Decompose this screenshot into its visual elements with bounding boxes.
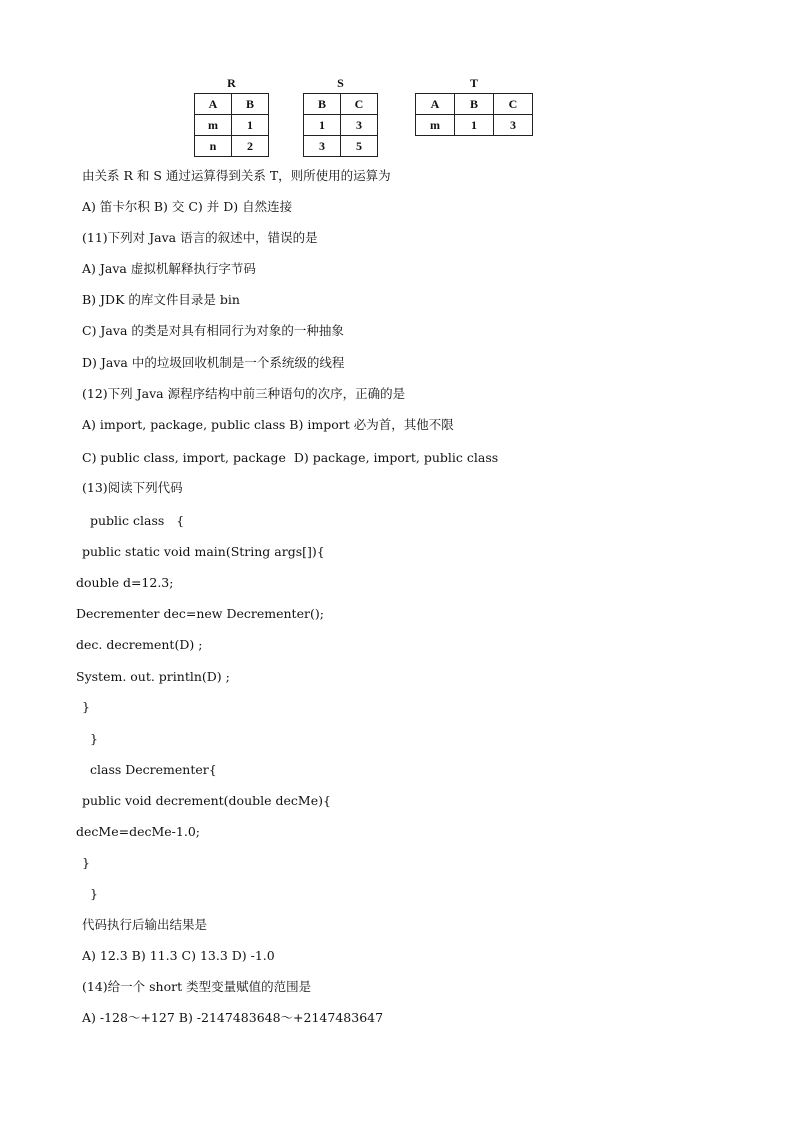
relation-t bbox=[415, 76, 533, 136]
relation-r bbox=[194, 76, 269, 157]
answer-options: A) import, package, public class B) import 必为首，其他不限 bbox=[82, 417, 454, 432]
code-line: Decrementer dec=new Decrementer(); bbox=[76, 606, 324, 621]
answer-options: A) 12.3 B) 11.3 C) 13.3 D) -1.0 bbox=[82, 948, 275, 963]
relation-title: T bbox=[469, 76, 478, 90]
table-row bbox=[195, 115, 269, 136]
answer-options: A) 笛卡尔积 B) 交 C) 并 D) 自然连接 bbox=[82, 199, 293, 214]
relation-table bbox=[415, 93, 533, 136]
table-header-cell: B bbox=[304, 94, 341, 115]
question-14: (14)给一个 short 类型变量赋值的范围是 bbox=[82, 979, 312, 994]
relation-s bbox=[303, 76, 378, 157]
table-header-cell: B bbox=[232, 94, 269, 115]
table-cell: 5 bbox=[341, 136, 378, 157]
option-c: C) Java 的类是对具有相同行为对象的一种抽象 bbox=[82, 323, 344, 338]
code-line: System. out. println(D) ; bbox=[76, 669, 230, 684]
code-line: public static void main(String args[]){ bbox=[82, 544, 325, 559]
question-12: (12)下列 Java 源程序结构中前三种语句的次序，正确的是 bbox=[82, 386, 406, 401]
table-row bbox=[304, 136, 378, 157]
table-cell: 1 bbox=[455, 115, 494, 136]
code-line: dec. decrement(D) ; bbox=[76, 637, 203, 652]
table-cell: 3 bbox=[494, 115, 533, 136]
table-header-cell: A bbox=[416, 94, 455, 115]
answer-options: C) public class, import, package D) package, import, public class bbox=[82, 450, 499, 465]
table-row bbox=[416, 94, 533, 115]
table-row bbox=[195, 136, 269, 157]
code-line: public class { bbox=[90, 513, 185, 528]
code-line: } bbox=[90, 886, 98, 901]
table-cell: 1 bbox=[232, 115, 269, 136]
code-line: } bbox=[82, 699, 90, 714]
code-line: double d=12.3; bbox=[76, 575, 174, 590]
table-cell: 3 bbox=[341, 115, 378, 136]
relation-table bbox=[303, 93, 378, 157]
table-row bbox=[304, 94, 378, 115]
table-row bbox=[416, 115, 533, 136]
relation-title: S bbox=[337, 76, 344, 90]
table-header-cell: C bbox=[341, 94, 378, 115]
code-line: decMe=decMe-1.0; bbox=[76, 824, 200, 839]
question-stem: 代码执行后输出结果是 bbox=[82, 917, 208, 932]
relation-title: R bbox=[227, 76, 236, 90]
question-stem: 由关系 R 和 S 通过运算得到关系 T，则所使用的运算为 bbox=[82, 168, 391, 183]
table-cell: 3 bbox=[304, 136, 341, 157]
table-header-cell: C bbox=[494, 94, 533, 115]
table-row bbox=[195, 94, 269, 115]
relation-table bbox=[194, 93, 269, 157]
option-d: D) Java 中的垃圾回收机制是一个系统级的线程 bbox=[82, 355, 345, 370]
table-cell: n bbox=[195, 136, 232, 157]
table-header-cell: B bbox=[455, 94, 494, 115]
table-cell: m bbox=[195, 115, 232, 136]
option-b: B) JDK 的库文件目录是 bin bbox=[82, 292, 240, 307]
question-13: (13)阅读下列代码 bbox=[82, 480, 183, 495]
table-row bbox=[304, 115, 378, 136]
answer-options: A) -128～+127 B) -2147483648～+2147483647 bbox=[82, 1010, 384, 1025]
option-a: A) Java 虚拟机解释执行字节码 bbox=[82, 261, 256, 276]
code-line: class Decrementer{ bbox=[90, 762, 217, 777]
code-line: public void decrement(double decMe){ bbox=[82, 793, 331, 808]
question-11: (11)下列对 Java 语言的叙述中，错误的是 bbox=[82, 230, 318, 245]
table-header-cell: A bbox=[195, 94, 232, 115]
code-line: } bbox=[90, 731, 98, 746]
code-line: } bbox=[82, 855, 90, 870]
table-cell: 1 bbox=[304, 115, 341, 136]
table-cell: m bbox=[416, 115, 455, 136]
table-cell: 2 bbox=[232, 136, 269, 157]
